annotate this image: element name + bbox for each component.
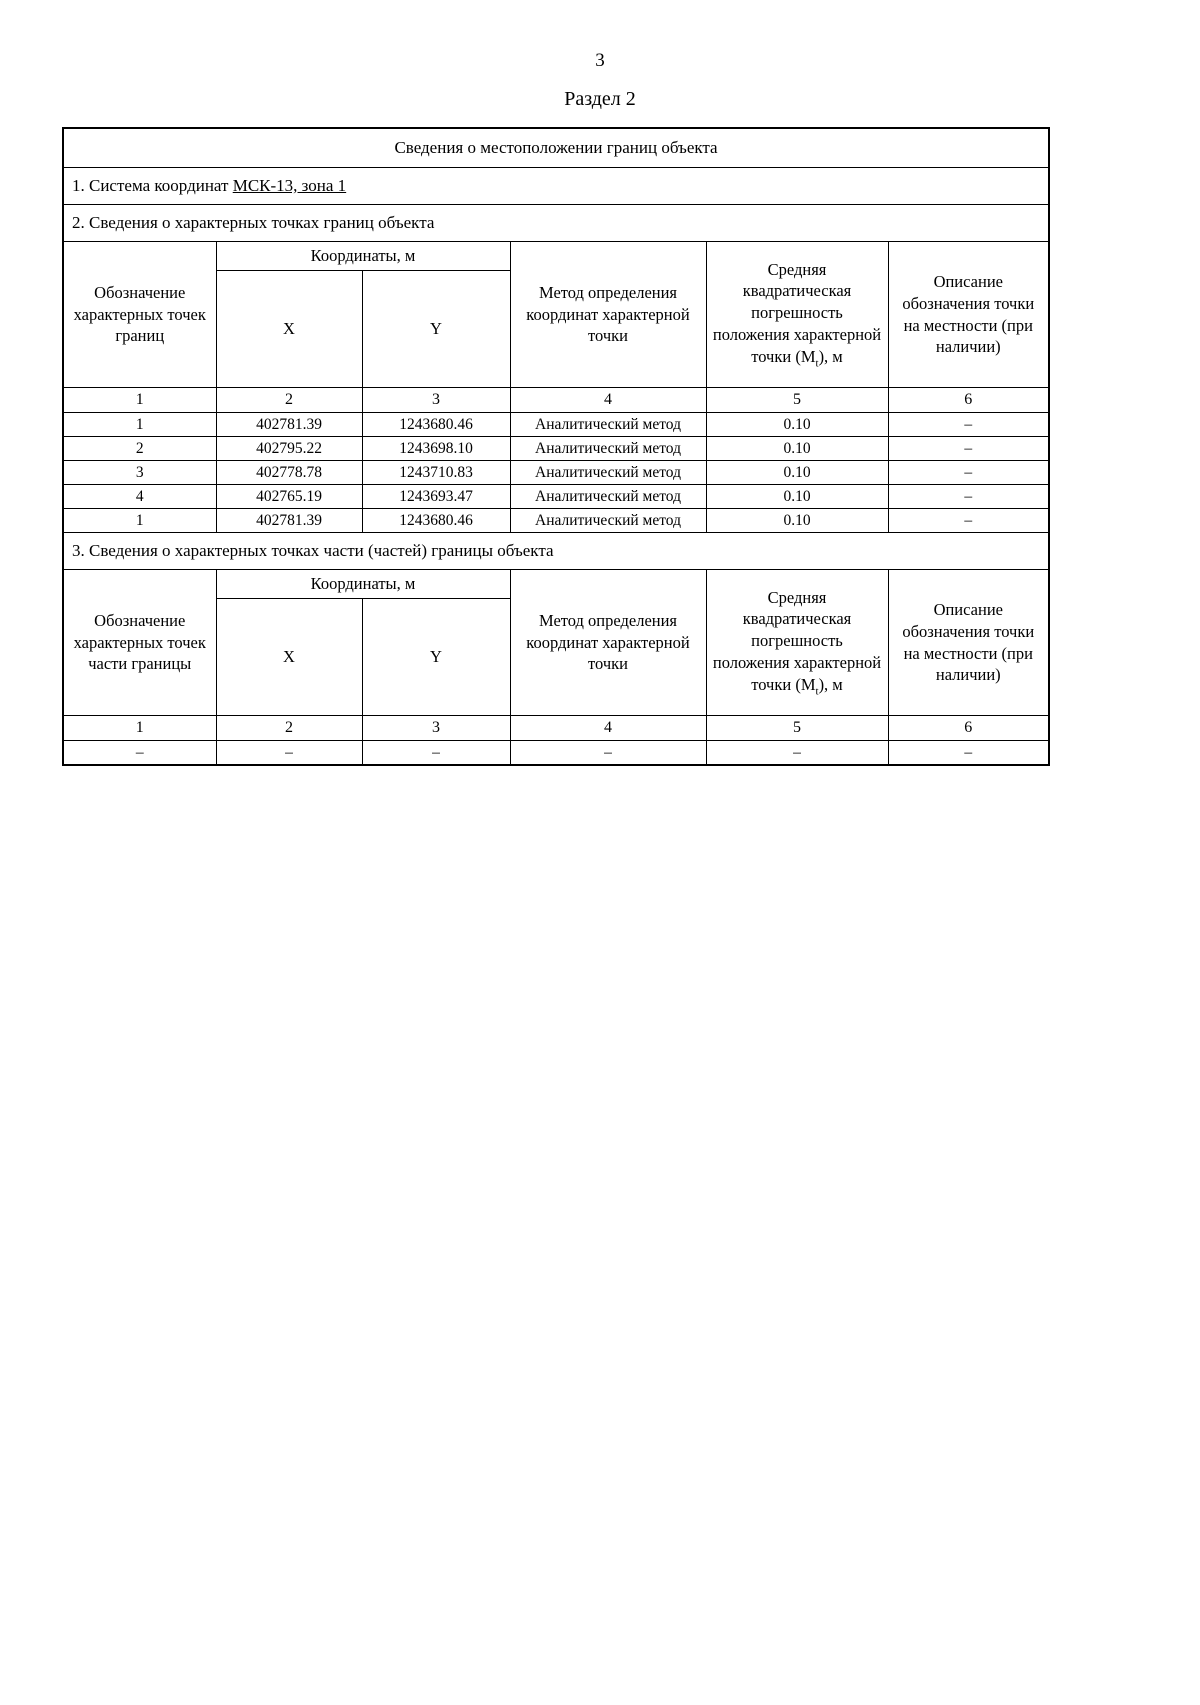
cell-method: Аналитический метод [510,437,706,461]
cell-x: – [216,741,362,766]
coord-system-label: 1. Система координат [72,176,233,195]
header-error-sub: t [815,684,819,697]
colnum: 2 [216,388,362,413]
cell-y: – [362,741,510,766]
table-row [63,485,1049,509]
header-error-tail: ), м [818,346,843,366]
page-number: 3 [595,50,605,71]
cell-method: Аналитический метод [510,485,706,509]
cell-method: Аналитический метод [510,413,706,437]
colnum: 3 [362,716,510,741]
section3-title: 3. Сведения о характерных точках части (частей) границы объекта [63,533,1049,570]
cell-method: – [510,741,706,766]
header-error-sub: t [815,356,819,369]
table-row [63,437,1049,461]
cell-description: – [888,437,1049,461]
section-heading: Раздел 2 [564,88,636,110]
cell-x: 402795.22 [216,437,362,461]
cell-x: 402781.39 [216,413,362,437]
colnum: 3 [362,388,510,413]
header-y: Y [362,271,510,388]
header-error-text: Средняя квадратическая погрешность положения характерной точки (M [712,259,882,366]
table-title-row [63,128,1049,168]
header-error [706,242,888,388]
cell-y: 1243710.83 [362,461,510,485]
cell-y: 1243680.46 [362,509,510,533]
header-method: Метод определения координат характерной точки [510,570,706,716]
cell-point: – [63,741,216,766]
cell-description: – [888,509,1049,533]
cell-error: 0.10 [706,461,888,485]
header-description: Описание обозначения точки на местности (при наличии) [888,242,1049,388]
cell-description: – [888,485,1049,509]
section3-header-band1 [63,570,1049,599]
section3-title-row [63,533,1049,570]
section2-colnum-row [63,388,1049,413]
header-point-part-designation: Обозначение характерных точек части границы [63,570,216,716]
cell-error: 0.10 [706,485,888,509]
section3-colnum-row [63,716,1049,741]
cell-error: 0.10 [706,437,888,461]
colnum: 6 [888,388,1049,413]
coord-system-row [63,168,1049,205]
colnum: 5 [706,716,888,741]
section2-header-band1 [63,242,1049,271]
header-method: Метод определения координат характерной точки [510,242,706,388]
table-row [63,413,1049,437]
header-error-tail: ), м [818,674,843,694]
table-title: Сведения о местоположении границ объекта [63,128,1049,168]
colnum: 5 [706,388,888,413]
colnum: 2 [216,716,362,741]
header-x: X [216,271,362,388]
header-coordinates: Координаты, м [216,570,510,599]
table-row [63,509,1049,533]
colnum: 6 [888,716,1049,741]
header-y: Y [362,599,510,716]
cell-point: 1 [63,509,216,533]
coord-system-value: МСК-13, зона 1 [232,176,347,195]
cell-description: – [888,461,1049,485]
cell-error: 0.10 [706,509,888,533]
section2-title-row [63,205,1049,242]
header-error-text: Средняя квадратическая погрешность положения характерной точки (M [712,587,882,694]
header-description: Описание обозначения точки на местности (при наличии) [888,570,1049,716]
cell-x: 402765.19 [216,485,362,509]
section2-title: 2. Сведения о характерных точках границ объекта [63,205,1049,242]
header-point-designation: Обозначение характерных точек границ [63,242,216,388]
cell-description: – [888,413,1049,437]
colnum: 1 [63,716,216,741]
coord-system-cell [63,168,1049,205]
cell-x: 402778.78 [216,461,362,485]
header-x: X [216,599,362,716]
cell-point: 4 [63,485,216,509]
boundary-info-table [62,127,1050,766]
colnum: 4 [510,716,706,741]
cell-x: 402781.39 [216,509,362,533]
table-row [63,461,1049,485]
cell-point: 2 [63,437,216,461]
cell-y: 1243693.47 [362,485,510,509]
colnum: 4 [510,388,706,413]
cell-error: – [706,741,888,766]
cell-error: 0.10 [706,413,888,437]
cell-y: 1243698.10 [362,437,510,461]
cell-point: 3 [63,461,216,485]
cell-method: Аналитический метод [510,509,706,533]
colnum: 1 [63,388,216,413]
cell-method: Аналитический метод [510,461,706,485]
cell-description: – [888,741,1049,766]
cell-point: 1 [63,413,216,437]
header-error [706,570,888,716]
table-row [63,741,1049,766]
header-coordinates: Координаты, м [216,242,510,271]
cell-y: 1243680.46 [362,413,510,437]
